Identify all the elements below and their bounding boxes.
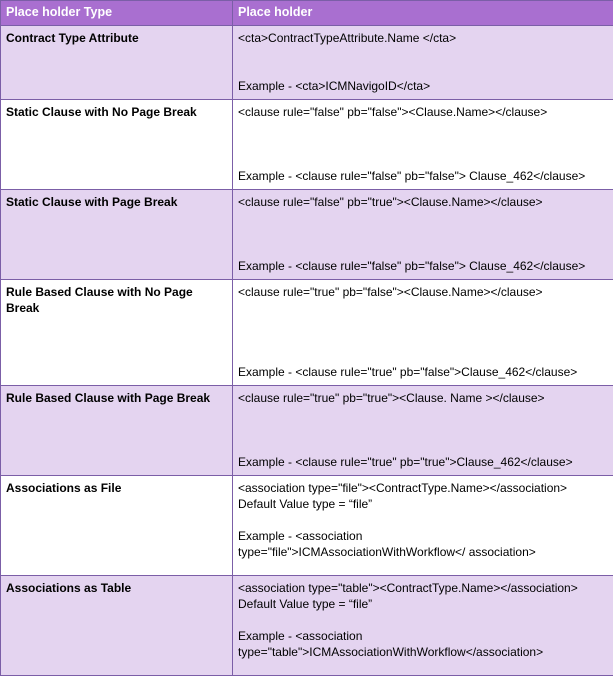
cell-placeholder-syntax — [233, 100, 613, 190]
table-row — [1, 26, 613, 100]
cell-placeholder-syntax — [233, 190, 613, 280]
placeholder-line: Example - <cta>ICMNavigoID</cta> — [238, 78, 608, 94]
placeholder-line: Example - <clause rule="false" pb="false"> Clause_462</clause> — [238, 258, 608, 274]
placeholder-line: Example - <clause rule="true" pb="false">Clause_462</clause> — [238, 364, 608, 380]
table-row — [1, 280, 613, 386]
line-spacer — [238, 512, 608, 528]
placeholder-line: <association type="table"><ContractType.Name></association> — [238, 580, 608, 596]
line-spacer — [238, 612, 608, 628]
cell-placeholder-type: Associations as Table — [1, 576, 233, 676]
placeholder-line: Example - <association — [238, 528, 608, 544]
table-header — [1, 1, 613, 26]
column-header-placeholder: Place holder — [233, 1, 613, 26]
cell-placeholder-type: Static Clause with No Page Break — [1, 100, 233, 190]
placeholder-line: <clause rule="false" pb="false"><Clause.Name></clause> — [238, 104, 608, 120]
line-spacer — [238, 120, 608, 168]
cell-placeholder-syntax — [233, 386, 613, 476]
cell-placeholder-syntax — [233, 280, 613, 386]
line-spacer — [238, 210, 608, 258]
placeholder-line: type="file">ICMAssociationWithWorkflow</ association> — [238, 544, 608, 560]
cell-placeholder-syntax — [233, 576, 613, 676]
table-header-row — [1, 1, 613, 26]
placeholder-line: <clause rule="true" pb="false"><Clause.Name></clause> — [238, 284, 608, 300]
line-spacer — [238, 406, 608, 454]
placeholder-line: Example - <association — [238, 628, 608, 644]
cell-placeholder-syntax — [233, 476, 613, 576]
placeholder-line: <clause rule="false" pb="true"><Clause.Name></clause> — [238, 194, 608, 210]
cell-placeholder-type: Rule Based Clause with Page Break — [1, 386, 233, 476]
cell-placeholder-type: Contract Type Attribute — [1, 26, 233, 100]
placeholder-line: <cta>ContractTypeAttribute.Name </cta> — [238, 30, 608, 46]
table-row — [1, 386, 613, 476]
placeholder-line: type="table">ICMAssociationWithWorkflow</association> — [238, 644, 608, 660]
table-row — [1, 190, 613, 280]
table-body — [1, 26, 613, 676]
placeholder-line: Default Value type = “file” — [238, 596, 608, 612]
placeholder-line: <association type="file"><ContractType.Name></association> — [238, 480, 608, 496]
table-row — [1, 576, 613, 676]
cell-placeholder-type: Static Clause with Page Break — [1, 190, 233, 280]
cell-placeholder-syntax — [233, 26, 613, 100]
cell-placeholder-type: Rule Based Clause with No Page Break — [1, 280, 233, 386]
placeholder-line: <clause rule="true" pb="true"><Clause. Name ></clause> — [238, 390, 608, 406]
placeholder-line: Example - <clause rule="false" pb="false"> Clause_462</clause> — [238, 168, 608, 184]
line-spacer — [238, 300, 608, 364]
placeholder-line: Default Value type = “file” — [238, 496, 608, 512]
cell-placeholder-type: Associations as File — [1, 476, 233, 576]
table-row — [1, 100, 613, 190]
line-spacer — [238, 46, 608, 78]
table-row — [1, 476, 613, 576]
column-header-placeholder-type: Place holder Type — [1, 1, 233, 26]
placeholder-line: Example - <clause rule="true" pb="true">Clause_462</clause> — [238, 454, 608, 470]
